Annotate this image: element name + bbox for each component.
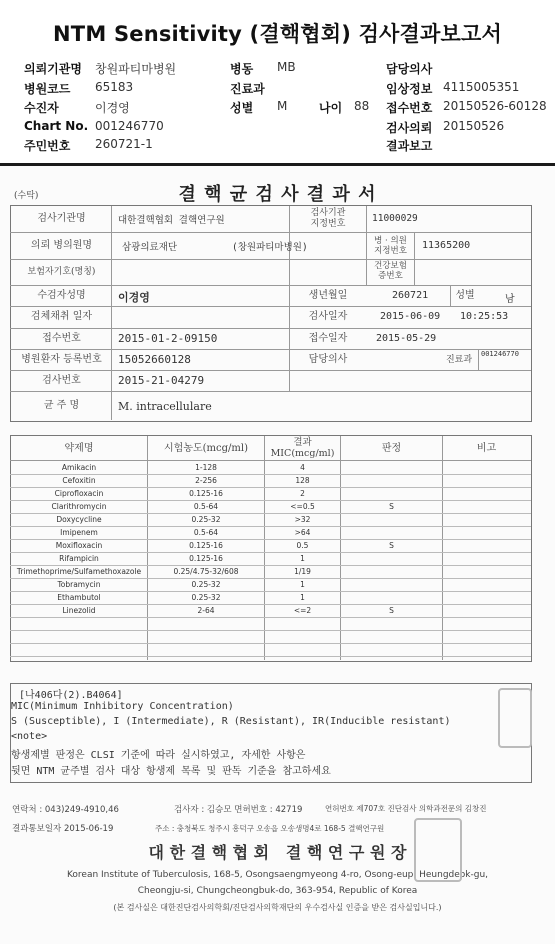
dept-doc-label: 진료과 [445, 355, 473, 365]
grid-rule [10, 306, 531, 307]
table-cell: Amikacin [61, 463, 97, 472]
receipt-value: 2015-01-2-09150 [118, 332, 218, 345]
table-cell: 0.125-16 [189, 489, 223, 498]
test-date-label: 검사일자 [308, 311, 348, 322]
consignment-tag: (수탁) [14, 191, 39, 201]
table-cell: 1 [300, 580, 305, 589]
table-cell: Linezolid [62, 606, 96, 615]
physician-label: 담당의사 [386, 62, 433, 76]
clinical-info-value: 4115005351 [443, 80, 520, 94]
table-cell: Cefoxitin [62, 476, 96, 485]
chart-no-label: Chart No. [24, 119, 89, 133]
table-cell: 128 [295, 476, 310, 485]
table-cell: >32 [294, 515, 311, 524]
footer-license: 연허번호 제707호 진단검사 의학과전문의 김창진 [325, 804, 487, 813]
grid-rule [10, 285, 531, 286]
grid-rule [10, 460, 531, 461]
table-cell: Rifampicin [59, 554, 99, 563]
table-cell: Imipenem [60, 528, 98, 537]
requester-value: 창원파티마병원 [95, 62, 177, 76]
table-cell: 1 [300, 554, 305, 563]
insurance-no-label: 건강보험 증번호 [374, 261, 407, 281]
th-mic: 결과 MIC(mcg/ml) [270, 437, 335, 459]
note-tag: <note> [11, 731, 48, 742]
table-row-rule [10, 656, 531, 657]
table-cell: 1 [300, 593, 305, 602]
table-cell: 0.25-32 [191, 580, 221, 589]
grid-rule [450, 285, 451, 307]
table-cell: >64 [294, 528, 311, 537]
request-date-value: 20150526 [443, 119, 505, 133]
footer-phone: 연락처 : 043)249-4910,46 [12, 805, 119, 815]
dept-doc-value: 001246770 [481, 350, 519, 358]
note-legend: S (Susceptible), I (Intermediate), R (Resistant), IR(Inducible resistant) [11, 716, 451, 727]
insurer-label: 보험자기호(명칭) [27, 267, 96, 277]
footer-report-date: 결과통보일자 2015-06-19 [12, 824, 114, 834]
note-mic: MIC(Minimum Inhibitory Concentration) [11, 701, 234, 712]
receipt-date-value: 2015-05-29 [376, 333, 437, 344]
sex-value: M [277, 99, 288, 113]
test-time-value: 10:25:53 [460, 311, 509, 322]
table-cell: 0.5-64 [193, 528, 219, 537]
organism-label: 균 주 명 [43, 400, 80, 411]
collection-date-label: 검체채취 일자 [30, 311, 93, 322]
footer-address: 주소 : 충청북도 청주시 흥덕구 오송읍 오송생명4로 168-5 결핵연구원 [155, 824, 385, 833]
req-label: 의뢰 병의원명 [30, 240, 93, 251]
report-title: NTM Sensitivity (결핵협회) 검사결과보고서 [53, 22, 502, 46]
org-label: 검사기관명 [37, 213, 86, 224]
table-cell: 0.25/4.75-32/608 [173, 567, 239, 576]
requester-label: 의뢰기관명 [24, 62, 82, 76]
result-report-label: 결과보고 [386, 139, 433, 153]
age-value: 88 [354, 99, 370, 113]
hospital-reg-value: 15052660128 [118, 353, 191, 366]
table-cell: <=2 [293, 606, 312, 615]
department-label: 진료과 [230, 82, 265, 96]
req-no-label: 병 · 의원 지정번호 [374, 236, 407, 256]
footer-org-en2: Cheongju-si, Chungcheongbuk-do, 363-954, Republic of Korea [137, 886, 418, 896]
table-cell: 0.25-32 [191, 593, 221, 602]
doctor-label: 담당의사 [308, 354, 348, 365]
receipt-no-value: 20150526-60128 [443, 99, 547, 113]
table-cell: 0.125-16 [189, 541, 223, 550]
table-cell: Trimethoprime/Sulfamethoxazole [16, 567, 142, 576]
resident-no-label: 주민번호 [24, 139, 71, 153]
th-drug: 약제명 [64, 443, 94, 454]
grid-rule [10, 370, 531, 371]
hospital-code-value: 65183 [95, 80, 134, 94]
grid-rule [10, 259, 531, 260]
square-seal-stamp [414, 818, 462, 882]
table-cell: <=0.5 [290, 502, 315, 511]
sex-label: 성별 [230, 101, 254, 115]
footer-examiner: 검사자 : 김승모 면허번호 : 42719 [174, 805, 303, 815]
receipt-label: 접수번호 [42, 333, 81, 344]
footer-org-kr: 대 한 결 핵 협 회 결 핵 연 구 원 장 [148, 843, 407, 862]
table-cell: 0.125-16 [189, 554, 223, 563]
grid-rule [442, 436, 443, 660]
dob-value: 260721 [392, 290, 429, 301]
grid-rule [414, 232, 415, 286]
th-interp: 판정 [381, 443, 402, 454]
table-cell: Tobramycin [57, 580, 101, 589]
test-date-value: 2015-06-09 [380, 311, 441, 322]
note-line2: 뒷면 NTM 균주별 검사 대상 항생제 목록 및 판독 기준을 참고하세요 [11, 766, 331, 777]
ward-label: 병동 [230, 62, 254, 76]
resident-no-value: 260721-1 [95, 137, 153, 151]
table-cell: Ciprofloxacin [54, 489, 104, 498]
age-label: 나이 [319, 101, 343, 115]
receipt-no-label: 접수번호 [386, 101, 433, 115]
sex-doc-value: 남 [505, 294, 515, 305]
table-cell: 0.25-32 [191, 515, 221, 524]
table-cell: S [389, 502, 394, 511]
table-cell: Moxifloxacin [55, 541, 103, 550]
patient-value: 이경영 [95, 101, 130, 115]
table-cell: Ethambutol [57, 593, 101, 602]
grid-rule [478, 349, 479, 371]
table-cell: S [389, 606, 394, 615]
table-cell: 1-128 [195, 463, 217, 472]
th-range: 시험농도(mcg/ml) [164, 443, 248, 454]
note-code: [나406다(2).B4064] [19, 690, 123, 701]
req-no-value: 11365200 [422, 240, 471, 251]
table-cell: 0.5 [296, 541, 309, 550]
name-label: 수검자성명 [37, 290, 86, 301]
organism-value: M. intracellulare [118, 400, 212, 413]
org-value: 대한결핵협회 결핵연구원 [118, 215, 225, 226]
clinical-info-label: 임상정보 [386, 82, 433, 96]
footer-cert: (본 검사실은 대한진단검사의학회/진단검사의학재단의 우수검사실 인증을 받은 검사실입니다.) [113, 903, 442, 912]
patient-label: 수진자 [24, 101, 59, 115]
table-cell: Doxycycline [56, 515, 102, 524]
grid-rule [10, 232, 531, 233]
grid-rule [10, 391, 531, 392]
req-sub-value: (창원파티마병원) [232, 242, 308, 253]
org-no-label: 검사기관 지정번호 [310, 208, 346, 229]
th-remark: 비고 [476, 443, 497, 454]
table-cell: S [389, 541, 394, 550]
test-no-value: 2015-21-04279 [118, 374, 205, 387]
table-cell: 2 [300, 489, 305, 498]
table-cell: 1/19 [294, 567, 311, 576]
grid-rule [10, 328, 531, 329]
req-value: 삼광의료재단 [122, 242, 178, 253]
chart-no-value: 001246770 [95, 119, 164, 133]
table-row-rule [10, 617, 531, 618]
table-cell: 4 [300, 463, 305, 472]
org-no-value: 11000029 [372, 213, 418, 224]
receipt-date-label: 접수일자 [308, 333, 348, 344]
grid-rule [10, 349, 531, 350]
footer-org-en1: Korean Institute of Tuberculosis, 168-5, Osongsaengmyeong 4-ro, Osong-eup, Heungdeok-gu, [66, 870, 489, 880]
dob-label: 생년월일 [308, 290, 348, 301]
test-no-label: 검사번호 [42, 375, 81, 386]
table-cell: Clarithromycin [51, 502, 107, 511]
name-value: 이경영 [118, 291, 150, 304]
table-row-rule [10, 630, 531, 631]
grid-rule [111, 206, 112, 420]
table-cell: 2-64 [197, 606, 215, 615]
round-seal-stamp [498, 688, 532, 748]
hospital-code-label: 병원코드 [24, 82, 71, 96]
table-cell: 2-256 [195, 476, 217, 485]
doc-title: 결 핵 균 검 사 결 과 서 [178, 184, 377, 205]
request-date-label: 검사의뢰 [386, 121, 433, 135]
hospital-reg-label: 병원환자 등록번호 [21, 354, 102, 365]
table-row-rule [10, 643, 531, 644]
table-cell: 0.5-64 [193, 502, 219, 511]
sex-doc-label: 성별 [455, 290, 475, 301]
note-line1: 항생제별 판정은 CLSI 기준에 따라 실시하였고, 자세한 사항은 [11, 750, 306, 761]
ward-value: MB [277, 60, 296, 74]
